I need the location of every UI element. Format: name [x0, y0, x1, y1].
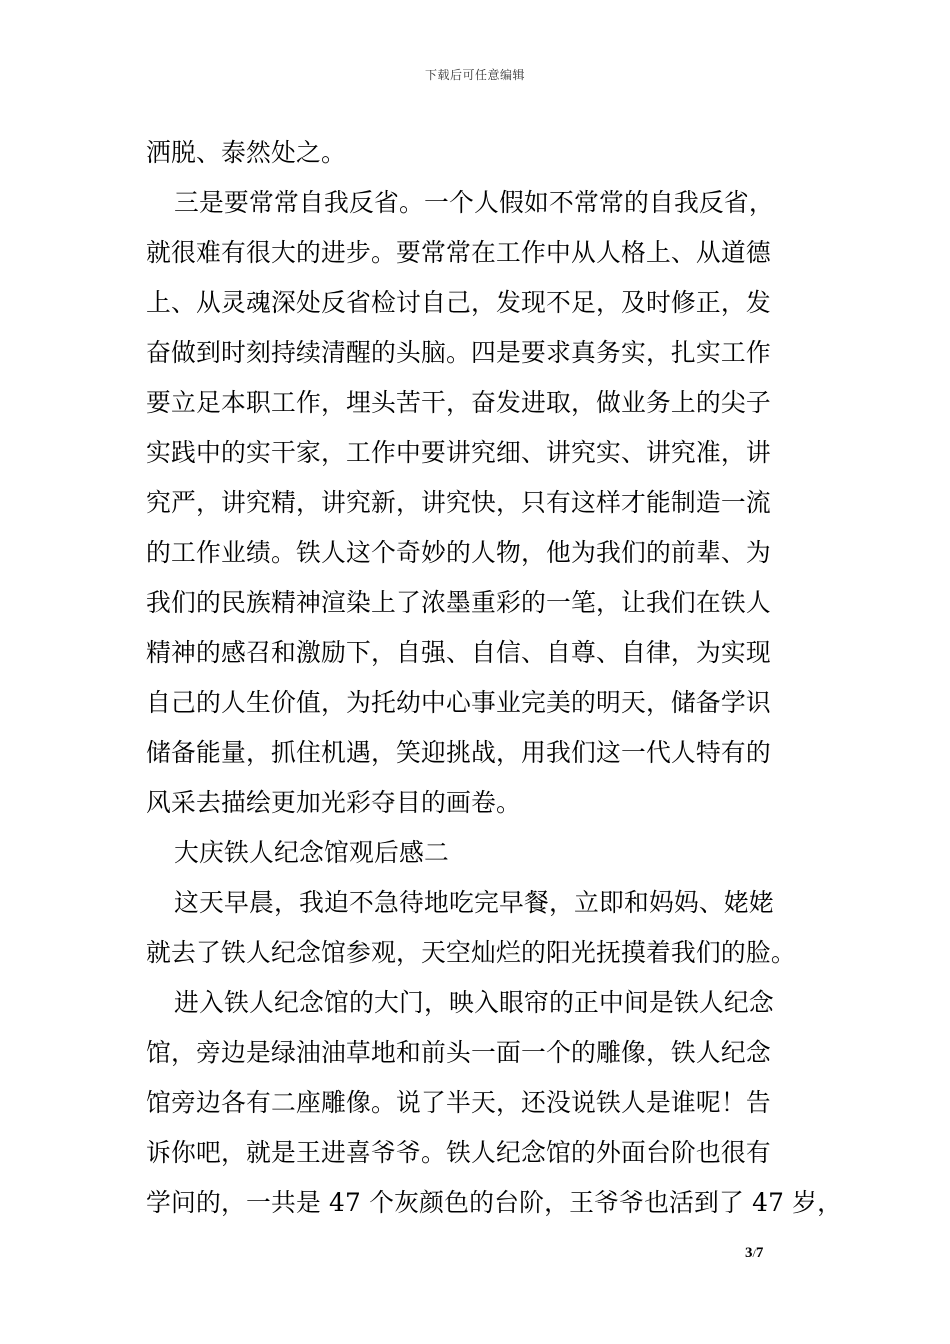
- text-line: 精神的感召和激励下，自强、自信、自尊、自律，为实现: [146, 638, 771, 667]
- text-line: 我们的民族精神渲染上了浓墨重彩的一笔，让我们在铁人: [146, 588, 771, 617]
- page-separator: /: [752, 1246, 756, 1260]
- text-line: 的工作业绩。铁人这个奇妙的人物，他为我们的前辈、为: [146, 538, 771, 567]
- page-total: 7: [755, 1245, 764, 1261]
- text-line: 进入铁人纪念馆的大门，映入眼帘的正中间是铁人纪念: [174, 988, 774, 1017]
- text-line: 就去了铁人纪念馆参观，天空灿烂的阳光抚摸着我们的脸。: [146, 938, 796, 967]
- section-heading: 大庆铁人纪念馆观后感二: [174, 838, 449, 867]
- document-body: [146, 128, 843, 1228]
- text-line: 诉你吧，就是王进喜爷爷。铁人纪念馆的外面台阶也很有: [146, 1138, 771, 1167]
- text-line: 就很难有很大的进步。要常常在工作中从人格上、从道德: [146, 238, 771, 267]
- text-line: 三是要常常自我反省。一个人假如不常常的自我反省，: [174, 188, 774, 217]
- text-line: 这天早晨，我迫不急待地吃完早餐，立即和妈妈、姥姥: [174, 888, 774, 917]
- text-line: 馆，旁边是绿油油草地和前头一面一个的雕像，铁人纪念: [146, 1038, 771, 1067]
- text-line: 实践中的实干家，工作中要讲究细、讲究实、讲究准，讲: [146, 438, 771, 467]
- page-current: 3: [745, 1245, 753, 1261]
- page-number: [745, 1245, 763, 1262]
- text-line: 洒脱、泰然处之。: [146, 138, 346, 167]
- text-line: 奋做到时刻持续清醒的头脑。四是要求真务实，扎实工作: [146, 338, 771, 367]
- text-line: 储备能量，抓住机遇，笑迎挑战，用我们这一代人特有的: [146, 738, 771, 767]
- text-line: 自己的人生价值，为托幼中心事业完美的明天，储备学识: [146, 688, 771, 717]
- text-line: 馆旁边各有二座雕像。说了半天，还没说铁人是谁呢！告: [146, 1088, 771, 1117]
- text-line: 上、从灵魂深处反省检讨自己，发现不足，及时修正，发: [146, 288, 771, 317]
- text-line: 学问的，一共是 47 个灰颜色的台阶，王爷爷也活到了 47 岁，: [146, 1188, 843, 1217]
- header-note: 下载后可任意编辑: [424, 68, 525, 82]
- text-line: 究严，讲究精，讲究新，讲究快，只有这样才能制造一流: [146, 488, 771, 517]
- text-line: 风采去描绘更加光彩夺目的画卷。: [146, 788, 521, 817]
- text-line: 要立足本职工作，埋头苦干，奋发进取，做业务上的尖子: [146, 388, 771, 417]
